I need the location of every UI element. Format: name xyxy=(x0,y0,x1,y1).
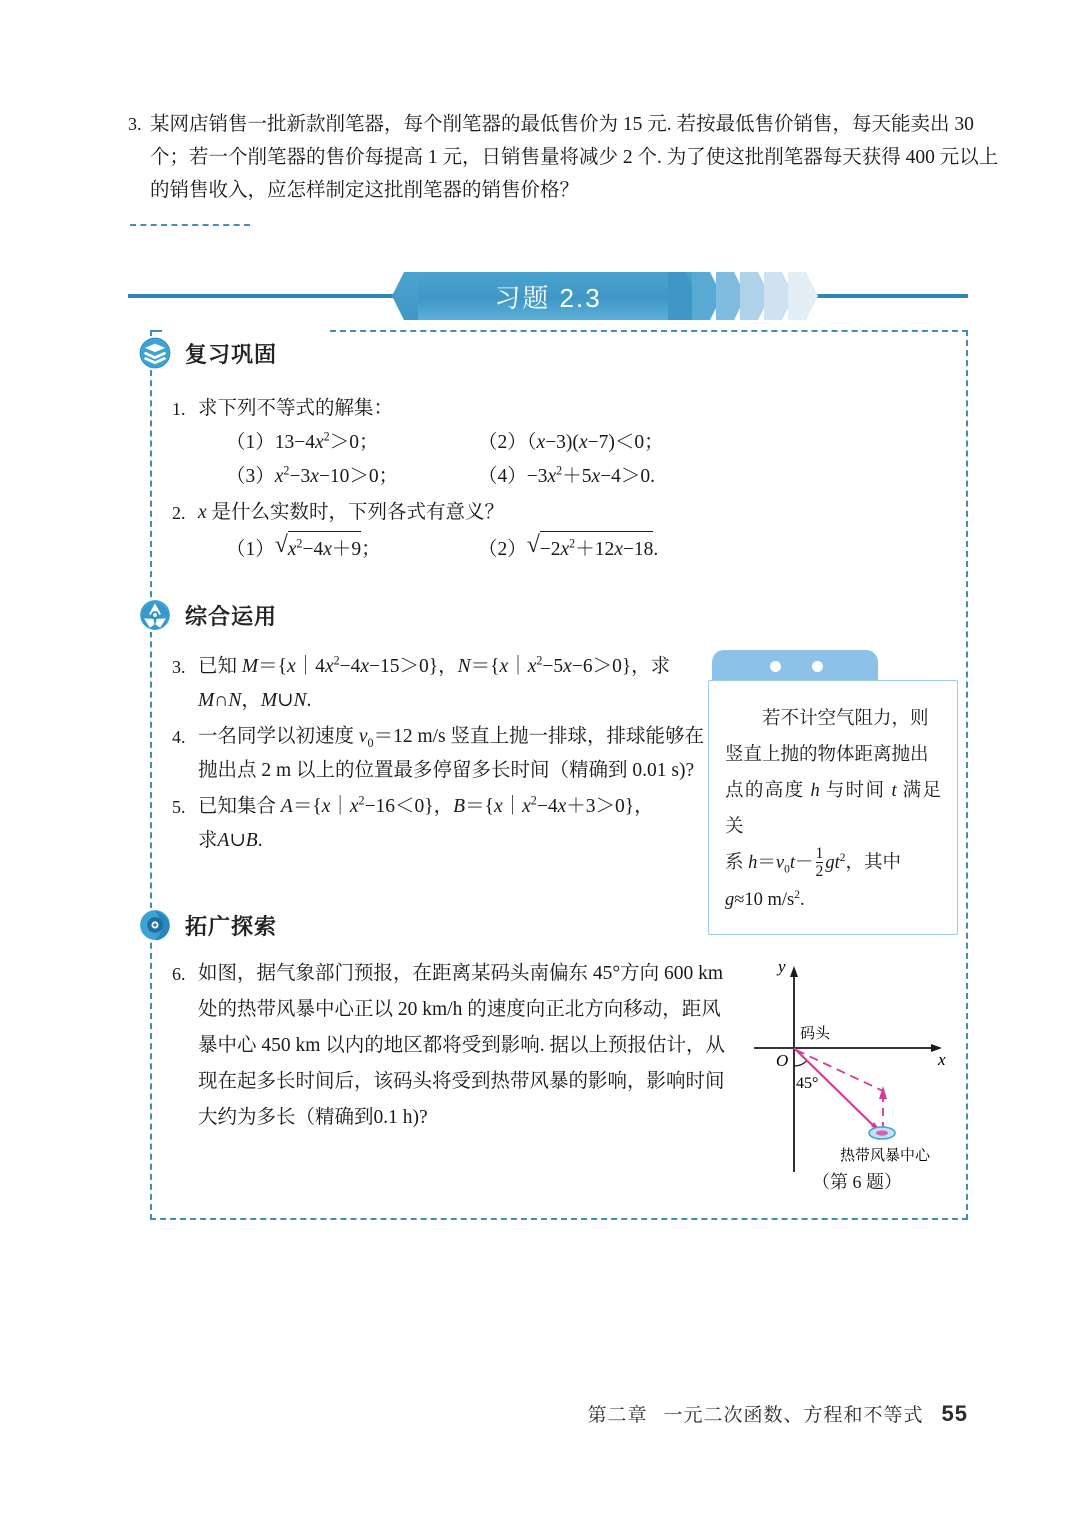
problem-line: 抛出点 2 m 以上的位置最多停留多长时间（精确到 0.01 s)? xyxy=(198,760,695,781)
sub-expr: √ $-2x^2+12x-18$. xyxy=(527,539,659,560)
side-note-box xyxy=(708,650,958,935)
storm-movement-arrow xyxy=(879,1086,887,1099)
origin-label: O xyxy=(776,1051,789,1070)
tab-hole-icon xyxy=(812,661,823,672)
problem-1 xyxy=(172,392,872,494)
problem-line: 个；若一个削笔器的售价每提高 1 元，日销售量将减少 2 个. 为了使这批削笔器每天获得 400 元以上 xyxy=(150,147,999,168)
sub-item xyxy=(478,530,778,567)
sub-expr: √ $x^2-4x+9$； xyxy=(275,539,381,560)
footer-chapter-title: 一元二次函数、方程和不等式 xyxy=(663,1405,924,1426)
radial-burst-icon xyxy=(138,598,172,632)
problem-2 xyxy=(172,496,872,567)
problem-stem: 求下列不等式的解集： xyxy=(198,398,394,419)
figure-caption: （第 6 题） xyxy=(812,1172,902,1192)
problem-3 xyxy=(172,650,732,718)
sub-item xyxy=(478,426,778,460)
tab-hole-icon xyxy=(770,661,781,672)
sub-label: （2） xyxy=(478,432,527,453)
section-divider-dashed xyxy=(130,224,250,226)
problem-list-comprehensive xyxy=(172,650,732,860)
note-line: 系 $h=v_0t-$ $\frac{1}{2}$ $gt^2$，其中 xyxy=(725,844,902,881)
sub-label: （4） xyxy=(478,466,527,487)
note-line: 若不计空气阻力，则 xyxy=(762,709,929,729)
problem-line: 的销售收入，应怎样制定这批削笔器的销售价格？ xyxy=(150,180,580,201)
problem-number: 5. xyxy=(172,797,186,817)
footer-chapter-group xyxy=(587,1400,923,1427)
problem-list-explore xyxy=(172,956,752,1138)
banner-title: 习题 2.3 xyxy=(494,282,602,313)
angle-arc xyxy=(794,1061,807,1066)
problem-line: 一名同学以初速度 $v_0=12$ m/s 竖直上抛一排球，排球能够在 xyxy=(198,726,705,750)
sub-expr: （x−3)(x−7)＜0； xyxy=(526,432,664,453)
section-header-explore xyxy=(138,908,287,942)
problem-line: 暴中心 450 km 以内的地区都将受到影响. 据以上预报估计，从 xyxy=(198,1035,726,1056)
y-axis-arrow xyxy=(790,966,798,977)
problem-6 xyxy=(172,956,752,1136)
sub-item xyxy=(226,530,478,567)
sub-item xyxy=(478,460,778,494)
problem-5 xyxy=(172,790,732,858)
problem-number: 6. xyxy=(172,964,186,984)
sub-item xyxy=(226,460,478,494)
problem-stem: x 是什么实数时，下列各式有意义？ xyxy=(198,502,505,523)
problem-number: 4. xyxy=(172,727,186,747)
problem-1-row-1 xyxy=(198,426,872,460)
frame-top-edge xyxy=(330,330,968,332)
section-title: 复习巩固 xyxy=(185,341,278,367)
exercise-banner xyxy=(128,272,968,320)
problem-line: 处的热带风暴中心正以 20 km/h 的速度向正北方向移动，距风 xyxy=(198,999,721,1020)
previous-exercise-problem xyxy=(128,108,999,207)
sub-label: （1） xyxy=(226,539,275,560)
problem-line: M∩N，M∪N. xyxy=(198,690,312,711)
problem-line: 大约为多长（精确到0.1 h)? xyxy=(198,1107,428,1128)
port-label: 码头 xyxy=(800,1026,831,1042)
section-title: 拓广探索 xyxy=(185,913,278,939)
problem-line: 已知 $M=\{x|4x^2-4x-15>0\}$，$N=\{x|x^2-5x-6>0\}$，求 xyxy=(198,653,671,677)
y-axis-label: y xyxy=(778,960,786,976)
problem-4 xyxy=(172,720,732,788)
banner-core xyxy=(418,272,678,320)
x-axis-label: x xyxy=(938,1050,946,1069)
page-number: 55 xyxy=(941,1401,968,1426)
banner-chevron-icon xyxy=(788,272,818,320)
sub-label: （3） xyxy=(226,466,275,487)
problem-list-review xyxy=(172,392,872,569)
problem-number: 3. xyxy=(128,114,142,134)
note-body xyxy=(708,680,958,935)
frame-top-edge xyxy=(150,330,162,332)
section-header-review xyxy=(138,336,287,370)
note-line: 点的高度 h 与时间 t 满足关 xyxy=(725,781,941,837)
sub-label: （1） xyxy=(226,432,275,453)
problem-line: 现在起多长时间后，该码头将受到热带风暴的影响，影响时间 xyxy=(198,1071,725,1092)
sub-expr: $13-4x^2>0$； xyxy=(274,429,379,453)
banner-rule-left xyxy=(128,294,414,298)
problem-number: 3. xyxy=(172,657,186,677)
problem-text xyxy=(150,108,999,207)
note-line: 竖直上抛的物体距离抛出 xyxy=(725,745,929,765)
sub-item xyxy=(226,426,478,460)
problem-line: 如图，据气象部门预报，在距离某码头南偏东 45°方向 600 km xyxy=(198,963,724,984)
section-title: 综合运用 xyxy=(185,603,278,629)
aperture-swirl-icon xyxy=(138,908,172,942)
sub-label: （2） xyxy=(478,539,527,560)
storm-label: 热带风暴中心 xyxy=(840,1148,931,1164)
sub-expr: $x^2-3x-10>0$； xyxy=(274,463,399,487)
section-header-comprehensive xyxy=(138,598,287,632)
folder-tab-icon xyxy=(712,650,878,680)
sub-expr: $-3x^2+5x-4>0$. xyxy=(526,463,656,487)
storm-center-dot xyxy=(876,1130,888,1135)
chevron-stack-icon xyxy=(138,336,172,370)
problem-line: 已知集合 $A=\{x|x^2-16<0\}$，$B=\{x|x^2-4x+3>0\}$， xyxy=(198,793,654,817)
problem-line: 求A∪B. xyxy=(198,830,263,851)
problem-6-figure xyxy=(752,960,962,1196)
page-footer xyxy=(587,1400,968,1427)
problem-line: 某网店销售一批新款削笔器，每个削笔器的最低售价为 15 元. 若按最低售价销售，每天能卖出 30 xyxy=(150,114,974,135)
problem-number: 2. xyxy=(172,503,186,523)
note-line: g≈10 $m/s^2$. xyxy=(725,888,805,910)
problem-1-row-2 xyxy=(198,460,872,494)
problem-number: 1. xyxy=(172,399,186,419)
problem-2-row-1 xyxy=(198,530,872,567)
footer-chapter: 第二章 xyxy=(587,1405,648,1426)
angle-label: 45° xyxy=(796,1075,819,1092)
